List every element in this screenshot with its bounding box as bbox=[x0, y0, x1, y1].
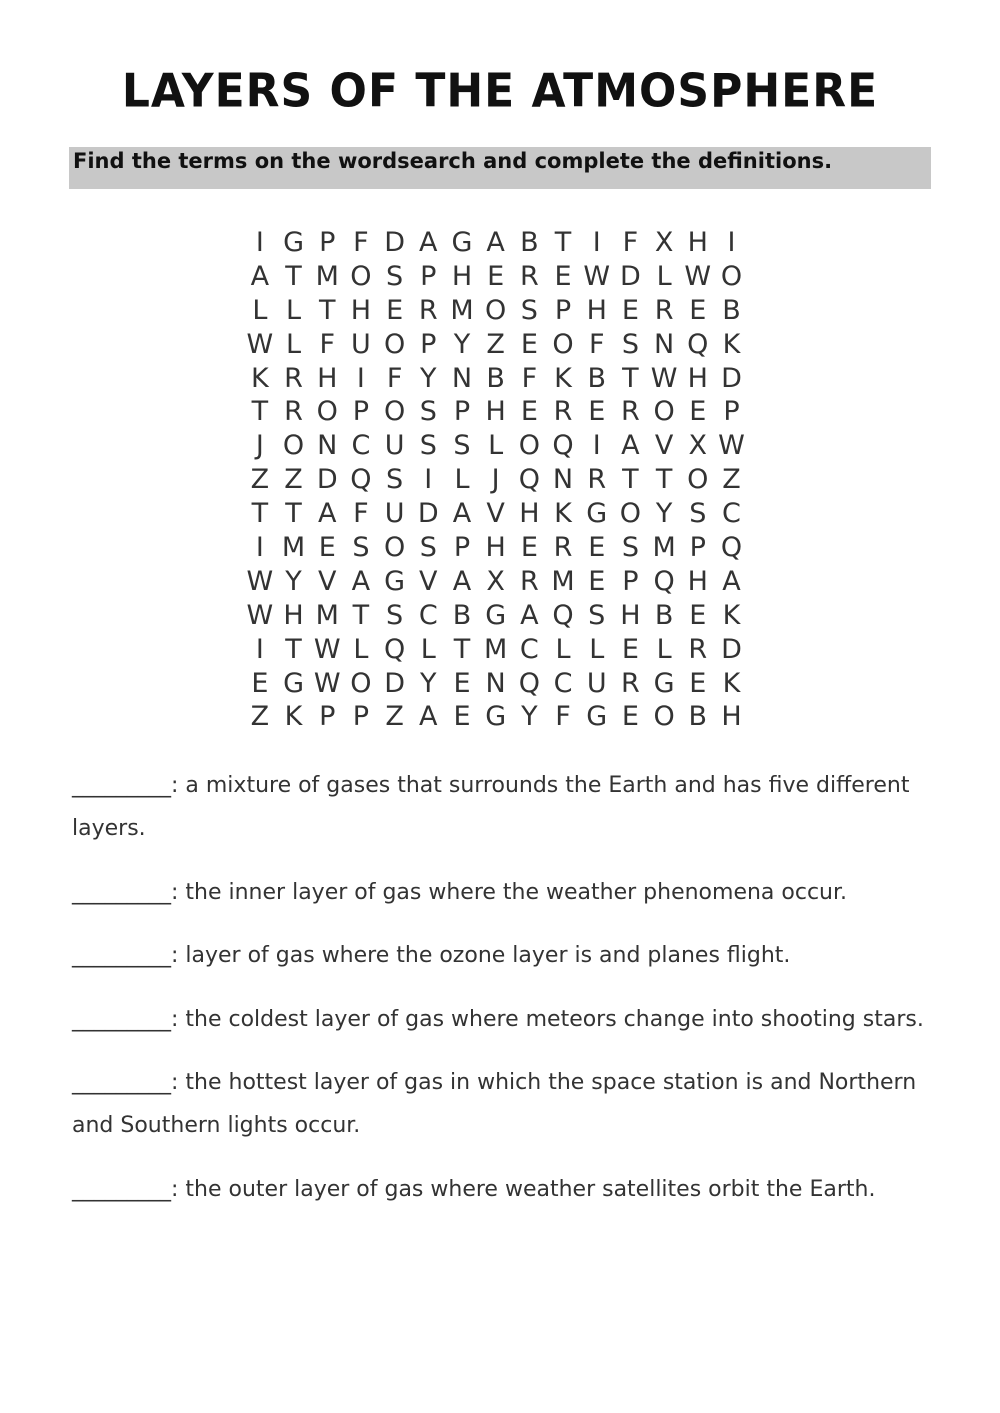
wordsearch-cell: E bbox=[689, 396, 707, 428]
wordsearch-cell: Z bbox=[250, 701, 270, 733]
wordsearch-cell: Q bbox=[518, 667, 540, 699]
wordsearch-cell: Q bbox=[720, 532, 743, 564]
wordsearch-cell: I bbox=[356, 362, 365, 394]
wordsearch-cell: S bbox=[386, 599, 404, 631]
wordsearch-cell: H bbox=[350, 294, 372, 326]
wordsearch-cell: H bbox=[485, 396, 506, 428]
wordsearch-cell: O bbox=[518, 430, 540, 462]
wordsearch-cell: G bbox=[283, 227, 304, 258]
wordsearch-cell: R bbox=[284, 362, 303, 394]
wordsearch-cell: U bbox=[384, 430, 405, 462]
wordsearch-cell: Q bbox=[552, 430, 574, 462]
wordsearch-cell: P bbox=[420, 260, 437, 292]
wordsearch-cell: E bbox=[453, 701, 471, 733]
wordsearch-cell: F bbox=[386, 362, 403, 394]
wordsearch-cell: R bbox=[553, 396, 573, 428]
wordsearch-cell: B bbox=[722, 294, 741, 326]
wordsearch-cell: X bbox=[654, 227, 674, 258]
wordsearch-cell: K bbox=[554, 498, 572, 530]
wordsearch-cell: U bbox=[384, 498, 405, 530]
wordsearch-cell: D bbox=[384, 227, 405, 258]
wordsearch-cell: G bbox=[485, 701, 507, 733]
wordsearch-cell: Y bbox=[521, 701, 538, 733]
wordsearch-cell: U bbox=[586, 667, 607, 699]
wordsearch-cell: S bbox=[419, 532, 437, 564]
wordsearch-cell: K bbox=[250, 362, 269, 394]
definition-item: _________: the outer layer of gas where weather satellites orbit the Earth. bbox=[72, 1176, 876, 1202]
wordsearch-cell: L bbox=[656, 633, 672, 665]
wordsearch-cell: R bbox=[519, 260, 539, 292]
wordsearch-cell: N bbox=[485, 667, 506, 699]
wordsearch-cell: H bbox=[687, 227, 708, 258]
wordsearch-cell: E bbox=[621, 633, 639, 665]
wordsearch-cell: O bbox=[619, 498, 642, 530]
wordsearch-cell: R bbox=[553, 532, 573, 564]
wordsearch-cell: W bbox=[684, 260, 712, 292]
wordsearch-cell: T bbox=[622, 362, 639, 394]
wordsearch-cell: T bbox=[655, 464, 673, 496]
wordsearch-cell: N bbox=[552, 464, 574, 496]
wordsearch-cell: P bbox=[622, 565, 639, 597]
wordsearch-cell: O bbox=[316, 396, 338, 428]
wordsearch-cell: O bbox=[383, 532, 406, 564]
wordsearch-cell: K bbox=[554, 362, 572, 394]
wordsearch-cell: I bbox=[727, 227, 736, 258]
wordsearch-cell: S bbox=[386, 260, 404, 292]
wordsearch-cell: E bbox=[520, 396, 538, 428]
wordsearch-cell: P bbox=[352, 701, 370, 733]
wordsearch-cell: B bbox=[452, 599, 472, 631]
wordsearch-cell: P bbox=[689, 532, 706, 564]
wordsearch-cell: Z bbox=[486, 328, 505, 360]
wordsearch-cell: H bbox=[451, 260, 473, 292]
wordsearch-cell: N bbox=[653, 328, 675, 360]
wordsearch-cell: Z bbox=[722, 464, 741, 496]
wordsearch-cell: C bbox=[418, 599, 438, 631]
wordsearch-cell: V bbox=[317, 565, 337, 597]
wordsearch-cell: E bbox=[621, 701, 639, 733]
wordsearch-cell: O bbox=[687, 464, 709, 496]
wordsearch-cell: D bbox=[316, 464, 338, 496]
wordsearch-cell: H bbox=[283, 599, 304, 631]
wordsearch-cell: L bbox=[656, 260, 672, 292]
wordsearch-cell: D bbox=[620, 260, 641, 292]
wordsearch-cell: X bbox=[486, 565, 505, 597]
wordsearch-cell: L bbox=[555, 633, 571, 665]
wordsearch-cell: C bbox=[351, 430, 371, 462]
wordsearch-cell: S bbox=[419, 396, 437, 428]
wordsearch-cell: R bbox=[688, 633, 708, 665]
wordsearch-cell: R bbox=[621, 396, 640, 428]
definitions-list bbox=[72, 764, 932, 1231]
wordsearch-cell: R bbox=[418, 294, 438, 326]
wordsearch-cell: E bbox=[588, 532, 606, 564]
wordsearch-cell: S bbox=[621, 328, 639, 360]
wordsearch-cell: S bbox=[621, 532, 639, 564]
definition-item: _________: the hottest layer of gas in which the space station is and Northern and Southern lights occur. bbox=[72, 1070, 917, 1138]
wordsearch-cell: O bbox=[383, 328, 406, 360]
wordsearch-cell: E bbox=[588, 565, 606, 597]
wordsearch-cell: I bbox=[255, 227, 264, 258]
wordsearch-cell: E bbox=[453, 667, 471, 699]
wordsearch-cell: M bbox=[652, 532, 676, 564]
wordsearch-cell: S bbox=[588, 599, 606, 631]
wordsearch-cell: L bbox=[488, 430, 504, 462]
wordsearch-cell: T bbox=[622, 464, 639, 496]
wordsearch-cell: I bbox=[592, 430, 601, 462]
wordsearch-cell: T bbox=[251, 498, 269, 530]
wordsearch-cell: H bbox=[317, 362, 338, 394]
wordsearch-grid bbox=[243, 226, 763, 734]
wordsearch-cell: J bbox=[491, 464, 500, 496]
wordsearch-cell: P bbox=[352, 396, 370, 428]
wordsearch-cell: S bbox=[520, 294, 538, 326]
wordsearch-cell: B bbox=[486, 362, 505, 394]
definition-item: _________: the coldest layer of gas where meteors change into shooting stars. bbox=[72, 1006, 924, 1032]
wordsearch-cell: H bbox=[687, 362, 708, 394]
definition-item: _________: a mixture of gases that surrounds the Earth and has five different layers. bbox=[72, 773, 910, 841]
wordsearch-cell: E bbox=[520, 328, 538, 360]
wordsearch-cell: G bbox=[451, 227, 473, 258]
wordsearch-cell: H bbox=[586, 294, 607, 326]
wordsearch-cell: W bbox=[246, 328, 274, 360]
wordsearch-cell: E bbox=[487, 260, 505, 292]
wordsearch-cell: H bbox=[485, 532, 506, 564]
wordsearch-cell: O bbox=[383, 396, 406, 428]
wordsearch-cell: O bbox=[485, 294, 507, 326]
wordsearch-cell: E bbox=[554, 260, 572, 292]
wordsearch-cell: G bbox=[653, 667, 675, 699]
wordsearch-cell: V bbox=[486, 498, 505, 530]
wordsearch-cell: L bbox=[454, 464, 470, 496]
wordsearch-cell: L bbox=[589, 633, 605, 665]
wordsearch-cell: G bbox=[384, 565, 406, 597]
wordsearch-cell: A bbox=[520, 599, 539, 631]
wordsearch-cell: I bbox=[424, 464, 433, 496]
wordsearch-cell: E bbox=[251, 667, 269, 699]
wordsearch-cell: W bbox=[583, 260, 611, 292]
wordsearch-cell: N bbox=[451, 362, 473, 394]
wordsearch-cell: B bbox=[587, 362, 606, 394]
wordsearch-cell: C bbox=[553, 667, 573, 699]
wordsearch-cell: T bbox=[318, 294, 336, 326]
wordsearch-cell: E bbox=[621, 294, 639, 326]
wordsearch-cell: F bbox=[353, 498, 369, 530]
wordsearch-cell: D bbox=[417, 498, 439, 530]
wordsearch-cell: A bbox=[486, 227, 505, 258]
wordsearch-cell: D bbox=[384, 667, 405, 699]
wordsearch-cell: I bbox=[592, 227, 601, 258]
wordsearch-cell: R bbox=[654, 294, 674, 326]
wordsearch-cell: G bbox=[586, 701, 608, 733]
wordsearch-cell: A bbox=[419, 701, 438, 733]
wordsearch-cell: C bbox=[722, 498, 741, 530]
wordsearch-cell: M bbox=[484, 633, 508, 665]
wordsearch-cell: T bbox=[285, 260, 302, 292]
wordsearch-cell: O bbox=[350, 260, 372, 292]
wordsearch-cell: S bbox=[386, 464, 404, 496]
wordsearch-cell: Y bbox=[453, 328, 471, 360]
wordsearch-cell: R bbox=[519, 565, 539, 597]
wordsearch-cell: M bbox=[315, 260, 339, 292]
wordsearch-cell: Q bbox=[383, 633, 406, 665]
wordsearch-cell: E bbox=[689, 294, 707, 326]
wordsearch-cell: W bbox=[313, 633, 341, 665]
wordsearch-cell: A bbox=[621, 430, 640, 462]
wordsearch-cell: P bbox=[723, 396, 740, 428]
wordsearch-cell: P bbox=[319, 701, 336, 733]
wordsearch-cell: P bbox=[420, 328, 437, 360]
wordsearch-cell: U bbox=[351, 328, 371, 360]
wordsearch-cell: E bbox=[386, 294, 404, 326]
wordsearch-cell: P bbox=[453, 396, 471, 428]
wordsearch-cell: A bbox=[351, 565, 371, 597]
wordsearch-cell: R bbox=[587, 464, 607, 496]
wordsearch-cell: S bbox=[689, 498, 707, 530]
wordsearch-cell: F bbox=[319, 328, 335, 360]
wordsearch-cell: H bbox=[519, 498, 540, 530]
wordsearch-cell: P bbox=[554, 294, 572, 326]
wordsearch-cell: F bbox=[555, 701, 571, 733]
wordsearch-cell: Y bbox=[655, 498, 673, 530]
wordsearch-cell: T bbox=[554, 227, 572, 258]
definition-item: _________: layer of gas where the ozone layer is and planes flight. bbox=[72, 943, 791, 968]
wordsearch-cell: W bbox=[246, 565, 274, 597]
wordsearch-cell: O bbox=[653, 701, 675, 733]
wordsearch-cell: I bbox=[255, 532, 264, 564]
wordsearch-cell: H bbox=[721, 701, 742, 733]
wordsearch-cell: X bbox=[688, 430, 708, 462]
wordsearch-cell: D bbox=[721, 362, 742, 394]
wordsearch-cell: B bbox=[654, 599, 674, 631]
wordsearch-cell: A bbox=[722, 565, 741, 597]
wordsearch-cell: O bbox=[552, 328, 574, 360]
wordsearch-cell: Z bbox=[250, 464, 270, 496]
wordsearch-cell: M bbox=[315, 599, 339, 631]
wordsearch-cell: E bbox=[588, 396, 606, 428]
wordsearch-cell: O bbox=[720, 260, 743, 292]
wordsearch-cell: O bbox=[350, 667, 372, 699]
instruction-banner: Find the terms on the wordsearch and complete the definitions. bbox=[69, 147, 931, 189]
wordsearch-cell: T bbox=[251, 396, 269, 428]
wordsearch-cell: N bbox=[317, 430, 338, 462]
wordsearch-cell: T bbox=[285, 498, 302, 530]
wordsearch-cell: S bbox=[352, 532, 370, 564]
wordsearch-cell: L bbox=[252, 294, 268, 326]
wordsearch-cell: A bbox=[419, 227, 438, 258]
wordsearch-cell: D bbox=[721, 633, 742, 665]
wordsearch-cell: Q bbox=[653, 565, 675, 597]
wordsearch-cell: T bbox=[352, 599, 370, 631]
wordsearch-cell: H bbox=[620, 599, 641, 631]
wordsearch-cell: T bbox=[285, 633, 302, 665]
wordsearch-cell: F bbox=[521, 362, 538, 394]
wordsearch-cell: Y bbox=[285, 565, 302, 597]
wordsearch-cell: H bbox=[687, 565, 708, 597]
wordsearch-cell: Q bbox=[687, 328, 709, 360]
wordsearch-cell: V bbox=[419, 565, 438, 597]
wordsearch-cell: B bbox=[520, 227, 539, 258]
wordsearch-cell: I bbox=[255, 633, 264, 665]
wordsearch-cell: A bbox=[317, 498, 337, 530]
wordsearch-cell: R bbox=[621, 667, 640, 699]
wordsearch-cell: Q bbox=[518, 464, 540, 496]
wordsearch-cell: L bbox=[286, 294, 302, 326]
definition-item: _________: the inner layer of gas where the weather phenomena occur. bbox=[72, 879, 848, 905]
wordsearch-cell: A bbox=[250, 260, 270, 292]
wordsearch-cell: K bbox=[722, 599, 741, 631]
wordsearch-cell: K bbox=[722, 667, 741, 699]
wordsearch-cell: W bbox=[718, 430, 745, 462]
wordsearch-cell: Q bbox=[552, 599, 574, 631]
wordsearch-cell: L bbox=[353, 633, 369, 665]
wordsearch-cell: P bbox=[319, 227, 336, 258]
wordsearch-cell: L bbox=[286, 328, 302, 360]
wordsearch-cell: R bbox=[284, 396, 303, 428]
wordsearch-cell: Y bbox=[420, 667, 437, 699]
wordsearch-cell: E bbox=[520, 532, 538, 564]
wordsearch-cell: Z bbox=[385, 701, 404, 733]
wordsearch-cell: V bbox=[654, 430, 674, 462]
wordsearch-cell: C bbox=[519, 633, 539, 665]
wordsearch-cell: E bbox=[689, 667, 707, 699]
wordsearch-cell: J bbox=[255, 430, 264, 462]
wordsearch-cell: K bbox=[722, 328, 741, 360]
wordsearch-cell: S bbox=[419, 430, 437, 462]
wordsearch-cell: W bbox=[650, 362, 678, 394]
wordsearch-cell: Q bbox=[350, 464, 372, 496]
wordsearch-cell: B bbox=[688, 701, 708, 733]
wordsearch-cell: O bbox=[282, 430, 305, 462]
wordsearch-cell: M bbox=[450, 294, 474, 326]
wordsearch-cell: W bbox=[246, 599, 274, 631]
wordsearch-cell: Y bbox=[420, 362, 437, 394]
wordsearch-cell: G bbox=[283, 667, 304, 699]
wordsearch-cell: E bbox=[689, 599, 707, 631]
wordsearch-cell: S bbox=[453, 430, 471, 462]
wordsearch-cell: F bbox=[353, 227, 369, 258]
wordsearch-cell: W bbox=[313, 667, 341, 699]
wordsearch-cell: K bbox=[284, 701, 303, 733]
wordsearch-cell: L bbox=[420, 633, 436, 665]
wordsearch-cell: T bbox=[453, 633, 471, 665]
wordsearch-cell: F bbox=[622, 227, 639, 258]
wordsearch-cell: F bbox=[588, 328, 605, 360]
wordsearch-cell: M bbox=[281, 532, 306, 564]
wordsearch-cell: M bbox=[551, 565, 575, 597]
wordsearch-cell: A bbox=[452, 498, 472, 530]
wordsearch-cell: O bbox=[653, 396, 675, 428]
wordsearch-cell: A bbox=[452, 565, 472, 597]
worksheet-title: LAYERS OF THE ATMOSPHERE bbox=[121, 64, 879, 119]
wordsearch-cell: G bbox=[485, 599, 507, 631]
wordsearch-cell: G bbox=[586, 498, 608, 530]
wordsearch-cell: E bbox=[318, 532, 336, 564]
wordsearch-cell: P bbox=[453, 532, 471, 564]
wordsearch-cell: Z bbox=[284, 464, 303, 496]
